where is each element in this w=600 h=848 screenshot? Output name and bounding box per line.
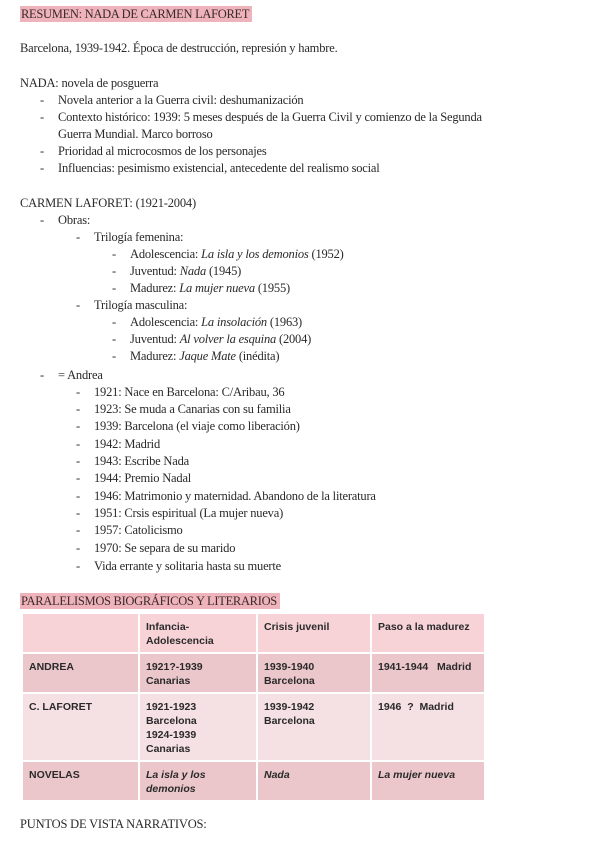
nada-heading: NADA: novela de posguerra	[20, 76, 159, 90]
bullet: -	[76, 402, 81, 416]
bullet: -	[40, 144, 45, 158]
row-label: ANDREA	[22, 653, 139, 693]
table-cell: 1946 ? Madrid	[371, 693, 485, 761]
bullet: -	[76, 230, 81, 244]
table-row	[22, 693, 485, 761]
timeline-item: 1944: Premio Nadal	[94, 471, 192, 485]
bullet: -	[112, 281, 117, 295]
table-cell: Nada	[257, 761, 371, 801]
list-item: Novela anterior a la Guerra civil: deshumanización	[58, 93, 304, 107]
paralelismos-heading: PARALELISMOS BIOGRÁFICOS Y LITERARIOS	[20, 593, 280, 609]
paralelismos-table	[21, 612, 486, 802]
table-header-cell	[22, 613, 139, 653]
row-label: C. LAFORET	[22, 693, 139, 761]
list-item: Prioridad al microcosmos de los personajes	[58, 144, 267, 158]
table-cell: 1921-1923 Barcelona 1924-1939 Canarias	[139, 693, 257, 761]
bullet: -	[112, 332, 117, 346]
timeline-item: 1923: Se muda a Canarias con su familia	[94, 402, 291, 416]
bullet: -	[112, 264, 117, 278]
timeline-item: 1939: Barcelona (el viaje como liberación)	[94, 419, 300, 433]
timeline-item: 1921: Nace en Barcelona: C/Aribau, 36	[94, 385, 285, 399]
trilogia-femenina-label: Trilogía femenina:	[94, 230, 184, 244]
timeline-item: 1951: Crsis espiritual (La mujer nueva)	[94, 506, 284, 520]
puntos-heading: PUNTOS DE VISTA NARRATIVOS:	[20, 817, 207, 831]
timeline-item: 1943: Escribe Nada	[94, 454, 189, 468]
femenina-item: Madurez: La mujer nueva (1955)	[130, 281, 290, 295]
intro-text: Barcelona, 1939-1942. Época de destrucción, represión y hambre.	[20, 41, 338, 55]
table-header-cell: Crisis juvenil	[257, 613, 371, 653]
timeline-item: Vida errante y solitaria hasta su muerte	[94, 559, 282, 573]
bullet: -	[76, 489, 81, 503]
bullet: -	[40, 110, 45, 124]
femenina-item: Juventud: Nada (1945)	[130, 264, 242, 278]
trilogia-masculina-label: Trilogía masculina:	[94, 298, 188, 312]
bullet: -	[76, 454, 81, 468]
list-item: Influencias: pesimismo existencial, antecedente del realismo social	[58, 161, 380, 175]
table-row	[22, 653, 485, 693]
table-header-cell: Paso a la madurez	[371, 613, 485, 653]
timeline-item: 1957: Catolicismo	[94, 523, 183, 537]
masculina-item: Juventud: Al volver la esquina (2004)	[130, 332, 312, 346]
laforet-heading: CARMEN LAFORET: (1921-2004)	[20, 196, 196, 210]
bullet: -	[112, 349, 117, 363]
table-cell: La isla y los demonios	[139, 761, 257, 801]
masculina-item: Madurez: Jaque Mate (inédita)	[130, 349, 280, 363]
table-header-cell: Infancia-Adolescencia	[139, 613, 257, 653]
table-header-row	[22, 613, 485, 653]
list-item: Contexto histórico: 1939: 5 meses después de la Guerra Civil y comienzo de la Segunda	[58, 110, 482, 124]
bullet: -	[76, 298, 81, 312]
timeline-item: 1970: Se separa de su marido	[94, 541, 236, 555]
bullet: -	[112, 315, 117, 329]
andrea-label: = Andrea	[58, 368, 103, 382]
table-cell: 1921?-1939 Canarias	[139, 653, 257, 693]
page-title: RESUMEN: NADA DE CARMEN LAFORET	[20, 6, 252, 22]
bullet: -	[40, 161, 45, 175]
table-cell: 1939-1942 Barcelona	[257, 693, 371, 761]
bullet: -	[76, 419, 81, 433]
timeline-item: 1942: Madrid	[94, 437, 160, 451]
obras-label: Obras:	[58, 213, 91, 227]
bullet: -	[76, 559, 81, 573]
bullet: -	[76, 523, 81, 537]
femenina-item: Adolescencia: La isla y los demonios (1952)	[130, 247, 344, 261]
list-item-continued: Guerra Mundial. Marco borroso	[58, 127, 213, 141]
timeline-item: 1946: Matrimonio y maternidad. Abandono de la literatura	[94, 489, 376, 503]
masculina-item: Adolescencia: La insolación (1963)	[130, 315, 303, 329]
bullet: -	[76, 506, 81, 520]
row-label: NOVELAS	[22, 761, 139, 801]
bullet: -	[76, 437, 81, 451]
bullet: -	[40, 93, 45, 107]
table-cell: 1939-1940 Barcelona	[257, 653, 371, 693]
table-cell: 1941-1944 Madrid	[371, 653, 485, 693]
bullet: -	[76, 541, 81, 555]
bullet: -	[40, 213, 45, 227]
bullet: -	[112, 247, 117, 261]
bullet: -	[76, 471, 81, 485]
bullet: -	[76, 385, 81, 399]
table-cell: La mujer nueva	[371, 761, 485, 801]
table-row	[22, 761, 485, 801]
bullet: -	[40, 368, 45, 382]
